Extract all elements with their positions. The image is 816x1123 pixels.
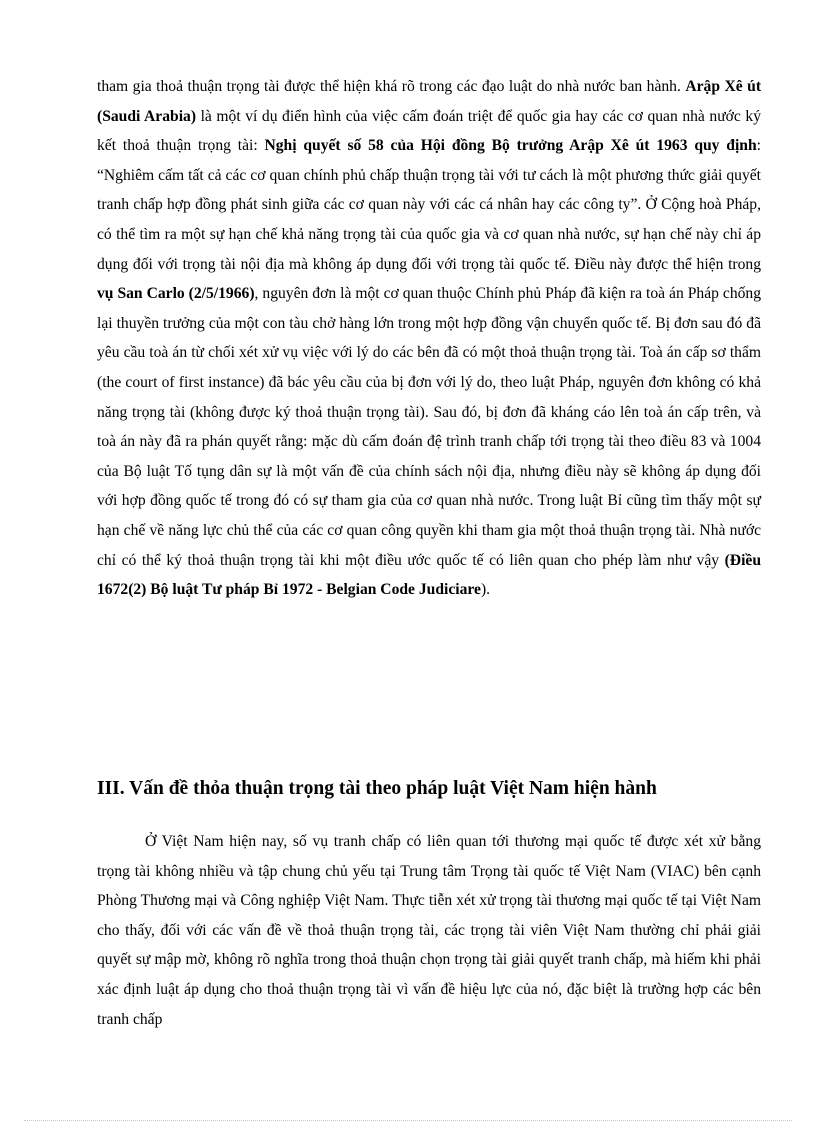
body-paragraph-vietnam: Ở Việt Nam hiện nay, số vụ tranh chấp có liên quan tới thương mại quốc tế được xét xử bằng trọng tài không nhiều và tập chung chủ yếu tại Trung tâm Trọng tài quốc tế Việt Nam (VIAC) bên cạnh Phòng Thương mại và Công nghiệp Việt Nam. Thực tiễn xét xử trọng tài thương mại quốc tế tại Việt Nam cho thấy, đối với các vấn đề về thoả thuận trọng tài, các trọng tài viên Việt Nam thường chỉ phải giải quyết sự mập mờ, không rõ nghĩa trong thoả thuận chọn trọng tài giải quyết tranh chấp, mà hiếm khi phải xác định luật áp dụng cho thoả thuận trọng tài vì vấn đề hiệu lực của nó, đặc biệt là trường hợp các bên tranh chấp: [97, 833, 761, 1028]
body-paragraph-foreign-law: [97, 72, 761, 605]
paragraph-segment-bold: Nghị quyết số 58 của Hội đồng Bộ trưởng Arập Xê út 1963 quy định: [264, 137, 757, 155]
paragraph-segment-bold: Arập Xê út (Saudi Arabia): [97, 78, 762, 125]
paragraph-segment-bold: (Điều 1672(2) Bộ luật Tư pháp Bỉ 1972 - Belgian Code Judiciare: [97, 551, 761, 599]
paragraph-segment: ).: [480, 581, 491, 599]
paragraph-segment: tham gia thoả thuận trọng tài được thể hiện khá rõ trong các đạo luật do nhà nước ban hành.: [97, 78, 686, 95]
paragraph-segment: là một ví dụ điển hình của việc cấm đoán triệt để quốc gia hay các cơ quan nhà nước ký kết thoả thuận trọng tài:: [97, 107, 761, 155]
paragraph-segment: : “Nghiêm cấm tất cả các cơ quan chính phủ chấp thuận trọng tài với tư cách là một phương thức giải quyết tranh chấp hợp đồng phát sinh giữa các cơ quan này với các cá nhân hay các công ty”. Ở Cộng hoà Pháp, có thể tìm ra một sự hạn chế khả năng trọng tài của quốc gia và cơ quan nhà nước, sự hạn chế này chỉ áp dụng đối với trọng tài nội địa mà không áp dụng đối với trọng tài quốc tế. Điều này được thể hiện trong: [97, 137, 761, 273]
page-bottom-divider: [24, 1120, 792, 1121]
section-heading: III. Vấn đề thỏa thuận trọng tài theo pháp luật Việt Nam hiện hành: [97, 778, 657, 799]
paragraph-segment: , nguyên đơn là một cơ quan thuộc Chính phủ Pháp đã kiện ra toà án Pháp chống lại thuyền trưởng của một con tàu chở hàng lớn trong một hợp đồng vận chuyển quốc tế. Bị đơn sau đó đã yêu cầu toà án từ chối xét xử vụ việc với lý do các bên đã có một thoả thuận trọng tài. Toà án cấp sơ thẩm (the court of first instance) đã bác yêu cầu của bị đơn với lý do, theo luật Pháp, nguyên đơn không có khả năng trọng tài (không được ký thoả thuận trọng tài). Sau đó, bị đơn đã kháng cáo lên toà án cấp trên, và toà án này đã ra phán quyết rằng: mặc dù cấm đoán đệ trình tranh chấp tới trọng tài theo điều 83 và 1004 của Bộ luật Tố tụng dân sự là một vấn đề của chính sách nội địa, nhưng điều này sẽ không áp dụng đối với hợp đồng quốc tế trong đó có sự tham gia của cơ quan nhà nước. Trong luật Bỉ cũng tìm thấy một sự hạn chế về năng lực chủ thể của các cơ quan công quyền khi tham gia một thoả thuận trọng tài. Nhà nước chỉ có thể ký thoả thuận trọng tài khi một điều ước quốc tế có liên quan cho phép làm như vậy: [97, 285, 762, 569]
paragraph-segment-bold: vụ San Carlo (2/5/1966): [97, 285, 255, 303]
